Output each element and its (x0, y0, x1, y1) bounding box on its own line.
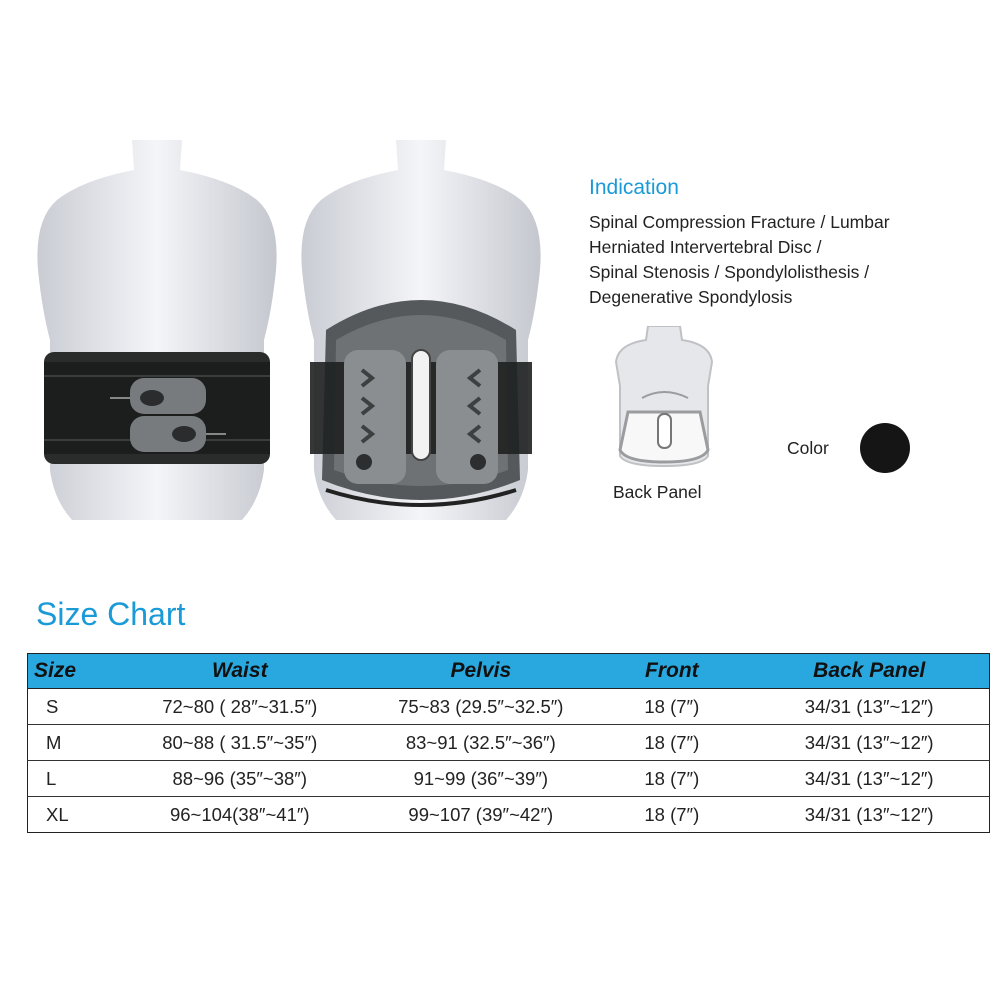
color-label: Color (787, 438, 829, 458)
cell-size: L (28, 761, 113, 797)
cell-waist: 88~96 (35″~38″) (112, 761, 367, 797)
column-header-size: Size (28, 654, 113, 689)
cell-size: S (46, 695, 59, 717)
cell-front: 18 (7″) (594, 797, 749, 833)
size-chart-table (27, 653, 990, 833)
cell-front: 18 (7″) (594, 761, 749, 797)
front-view-brace-image (32, 140, 282, 520)
column-header-waist: Waist (112, 654, 367, 689)
column-header-back-panel: Back Panel (749, 654, 989, 689)
indication-line: Spinal Compression Fracture / Lumbar (589, 212, 890, 232)
table-row (28, 761, 990, 797)
cell-back-panel: 34/31 (13″~12″) (749, 761, 989, 797)
cell-back-panel: 34/31 (13″~12″) (804, 695, 934, 717)
cell-pelvis: 99~107 (39″~42″) (367, 797, 594, 833)
cell-back-panel: 34/31 (13″~12″) (749, 797, 989, 833)
cell-waist: 72~80 ( 28″~31.5″) (162, 695, 318, 717)
indication-line: Degenerative Spondylosis (589, 287, 793, 307)
indication-line: Spinal Stenosis / Spondylolisthesis / (589, 262, 870, 282)
column-header-pelvis: Pelvis (367, 654, 594, 689)
size-chart-title: Size Chart (36, 596, 186, 632)
table-row (28, 689, 990, 725)
table-header-row (28, 654, 990, 689)
cell-front: 18 (7″) (594, 725, 749, 761)
cell-front: 18 (7″) (644, 695, 700, 717)
back-panel-image (612, 326, 716, 468)
column-header-front: Front (594, 654, 749, 689)
table-row (28, 725, 990, 761)
indication-text (589, 210, 969, 310)
cell-pelvis: 83~91 (32.5″~36″) (367, 725, 594, 761)
back-view-brace-image (296, 140, 546, 520)
table-row (28, 797, 990, 833)
cell-pelvis: 75~83 (29.5″~32.5″) (398, 695, 564, 717)
indication-line: Herniated Intervertebral Disc / (589, 237, 822, 257)
color-swatch-black (860, 423, 910, 473)
cell-pelvis: 91~99 (36″~39″) (367, 761, 594, 797)
cell-waist: 96~104(38″~41″) (112, 797, 367, 833)
cell-waist: 80~88 ( 31.5″~35″) (112, 725, 367, 761)
back-panel-label: Back Panel (613, 482, 702, 502)
indication-title: Indication (589, 176, 679, 199)
cell-back-panel: 34/31 (13″~12″) (749, 725, 989, 761)
cell-size: XL (28, 797, 113, 833)
cell-size: M (28, 725, 113, 761)
